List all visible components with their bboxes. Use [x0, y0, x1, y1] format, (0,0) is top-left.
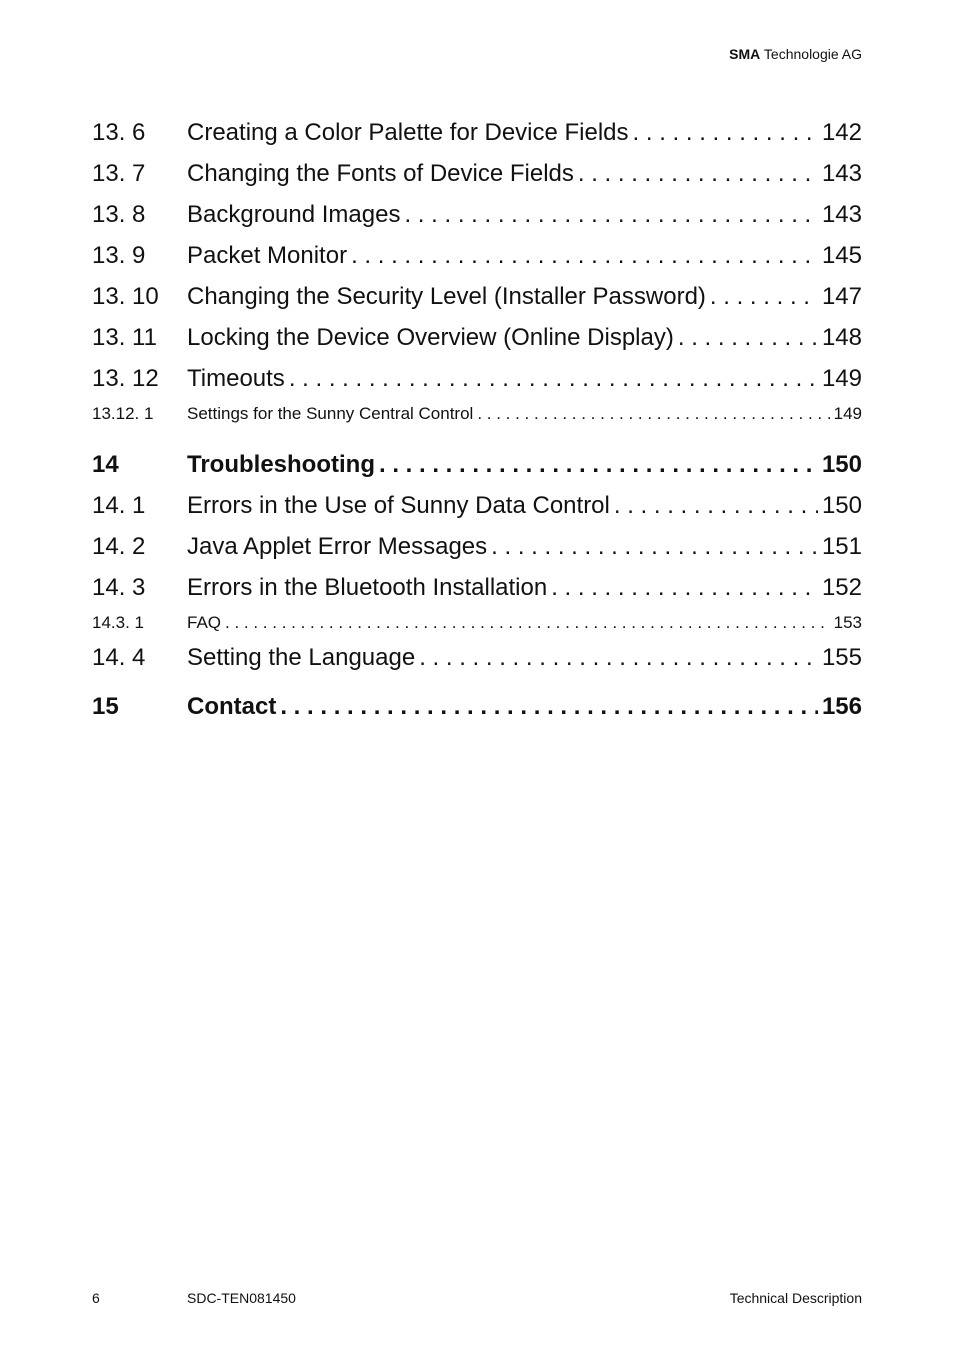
dot-leader [551, 567, 818, 608]
toc-entry[interactable] [92, 637, 862, 678]
toc-entry-page: 155 [821, 644, 862, 671]
toc-entry[interactable] [92, 399, 862, 428]
dot-leader [678, 317, 818, 358]
toc-entry-title: Changing the Security Level (Installer Password) [187, 283, 706, 310]
dot-leader [633, 112, 818, 153]
toc-entry-page: 152 [821, 574, 862, 601]
toc-entry[interactable] [92, 317, 862, 358]
dot-leader [578, 153, 818, 194]
toc-entry-title: Packet Monitor [187, 242, 348, 269]
toc-entry-title: Locking the Device Overview (Online Display) [187, 324, 674, 351]
dot-leader [225, 608, 830, 637]
toc-entry-number: 13. 9 [92, 242, 146, 269]
dot-leader [710, 276, 818, 317]
toc-entry-page: 149 [821, 365, 862, 392]
toc-entry-number: 14. 1 [92, 492, 146, 519]
table-of-contents [92, 112, 862, 727]
page-number: 6 [92, 1290, 100, 1306]
dot-leader [379, 444, 818, 485]
toc-entry-page: 156 [821, 693, 862, 720]
toc-entry-number: 14. 4 [92, 644, 146, 671]
toc-entry-title: Setting the Language [187, 644, 416, 671]
toc-entry-title: Troubleshooting [187, 451, 375, 478]
dot-leader [477, 399, 829, 428]
toc-entry-page: 151 [821, 533, 862, 560]
toc-entry-title: Errors in the Bluetooth Installation [187, 574, 548, 601]
toc-entry-number: 13.12. 1 [92, 404, 154, 423]
brand-name: SMA [729, 46, 761, 62]
toc-entry-number: 13. 11 [92, 324, 157, 351]
toc-entry[interactable] [92, 276, 862, 317]
dot-leader [419, 637, 818, 678]
toc-entry-number: 13. 12 [92, 365, 159, 392]
toc-entry[interactable] [92, 608, 862, 637]
toc-entry[interactable] [92, 526, 862, 567]
toc-entry-page: 149 [833, 404, 862, 423]
toc-entry-title: Java Applet Error Messages [187, 533, 488, 560]
dot-leader [491, 526, 818, 567]
company-name: Technologie AG [763, 46, 862, 62]
toc-chapter-entry[interactable] [92, 686, 862, 727]
toc-entry[interactable] [92, 567, 862, 608]
toc-entry-number: 13. 7 [92, 160, 146, 187]
toc-entry-title: Contact [187, 693, 277, 720]
toc-entry-page: 153 [833, 613, 862, 632]
document-type: Technical Description [729, 1290, 862, 1306]
toc-entry[interactable] [92, 235, 862, 276]
toc-entry-number: 14.3. 1 [92, 613, 144, 632]
toc-entry-page: 143 [821, 160, 862, 187]
page-header [729, 46, 862, 62]
toc-entry-number: 14. 3 [92, 574, 146, 601]
toc-entry[interactable] [92, 358, 862, 399]
toc-entry-number: 13. 8 [92, 201, 146, 228]
toc-entry-number: 14 [92, 451, 119, 478]
toc-entry-number: 13. 6 [92, 119, 146, 146]
toc-chapter-entry[interactable] [92, 444, 862, 485]
toc-entry[interactable] [92, 194, 862, 235]
toc-entry-page: 145 [821, 242, 862, 269]
toc-entry-title: Settings for the Sunny Central Control [187, 404, 474, 423]
toc-entry-title: Creating a Color Palette for Device Fields [187, 119, 629, 146]
toc-entry-page: 150 [821, 492, 862, 519]
toc-entry-page: 147 [821, 283, 862, 310]
toc-entry-title: FAQ [187, 613, 222, 632]
toc-entry-page: 148 [821, 324, 862, 351]
dot-leader [289, 358, 818, 399]
toc-entry-page: 142 [821, 119, 862, 146]
toc-entry-page: 143 [821, 201, 862, 228]
dot-leader [351, 235, 818, 276]
dot-leader [280, 686, 818, 727]
toc-entry[interactable] [92, 485, 862, 526]
toc-entry-title: Background Images [187, 201, 401, 228]
toc-entry[interactable] [92, 112, 862, 153]
toc-entry-number: 15 [92, 693, 119, 720]
dot-leader [404, 194, 817, 235]
toc-entry-page: 150 [821, 451, 862, 478]
dot-leader [614, 485, 818, 526]
toc-entry-title: Timeouts [187, 365, 285, 392]
toc-entry-title: Changing the Fonts of Device Fields [187, 160, 574, 187]
toc-entry[interactable] [92, 153, 862, 194]
toc-entry-number: 13. 10 [92, 283, 159, 310]
document-id: SDC-TEN081450 [187, 1290, 296, 1306]
toc-entry-title: Errors in the Use of Sunny Data Control [187, 492, 610, 519]
toc-entry-number: 14. 2 [92, 533, 146, 560]
